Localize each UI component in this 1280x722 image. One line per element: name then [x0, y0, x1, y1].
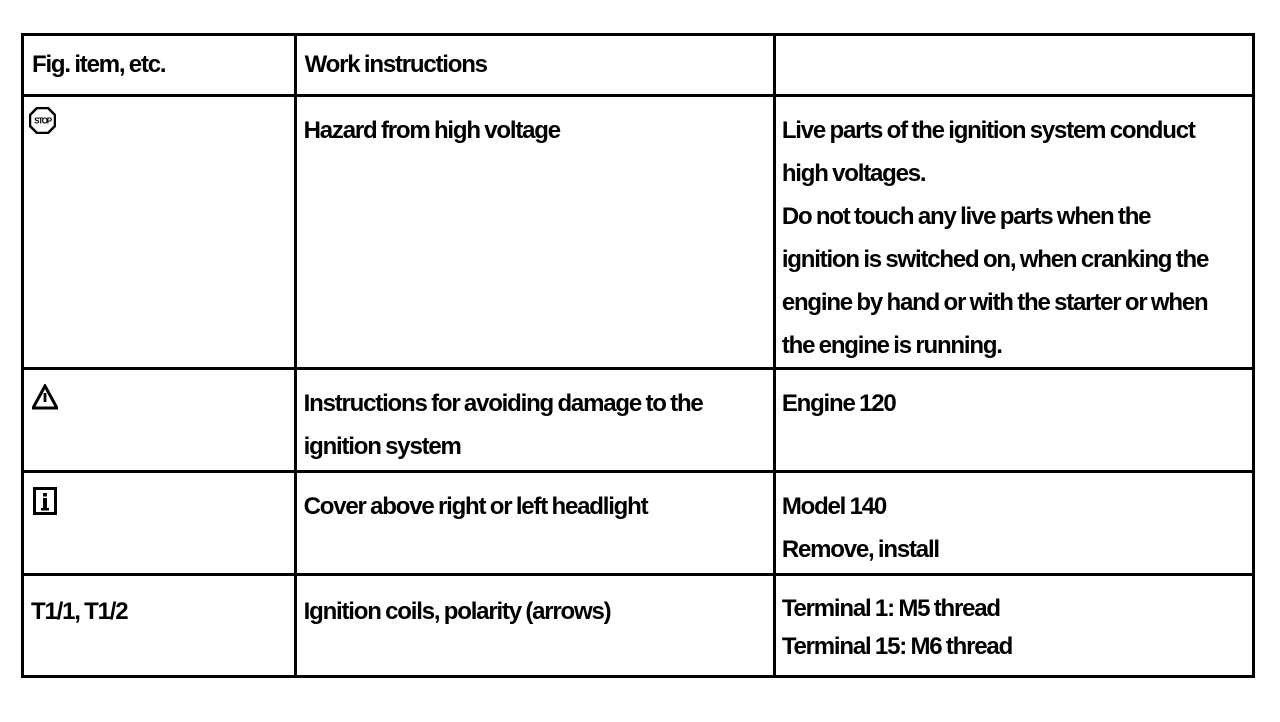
svg-text:STOP: STOP	[34, 116, 51, 126]
stop-icon	[29, 107, 56, 134]
fig-item-cell	[23, 96, 296, 369]
detail-cell: Model 140 Remove, install	[774, 472, 1253, 575]
table-row	[23, 96, 1254, 369]
table-row	[23, 472, 1254, 575]
fig-item-cell	[23, 472, 296, 575]
work-instructions-table	[21, 33, 1255, 678]
table-row	[23, 575, 1254, 677]
detail-cell: Terminal 1: M5 thread Terminal 15: M6 thread	[774, 575, 1253, 677]
instruction-cell: Instructions for avoiding damage to the ignition system	[295, 369, 774, 472]
header-notes	[774, 35, 1253, 96]
info-icon	[33, 487, 57, 515]
detail-cell: Live parts of the ignition system conduct high voltages. Do not touch any live parts when the ignition is switched on, when cranking the engine by hand or with the starter or when the engine is running.	[774, 96, 1253, 369]
fig-item-cell: T1/1, T1/2	[23, 575, 296, 677]
fig-item-cell	[23, 369, 296, 472]
table-header-row	[23, 35, 1254, 96]
instruction-cell: Hazard from high voltage	[295, 96, 774, 369]
detail-cell: Engine 120	[774, 369, 1253, 472]
instruction-cell: Ignition coils, polarity (arrows)	[295, 575, 774, 677]
instruction-cell: Cover above right or left headlight	[295, 472, 774, 575]
header-work-instructions: Work instructions	[295, 35, 774, 96]
table-row	[23, 369, 1254, 472]
warning-triangle-icon	[32, 384, 58, 410]
header-fig-item: Fig. item, etc.	[23, 35, 296, 96]
